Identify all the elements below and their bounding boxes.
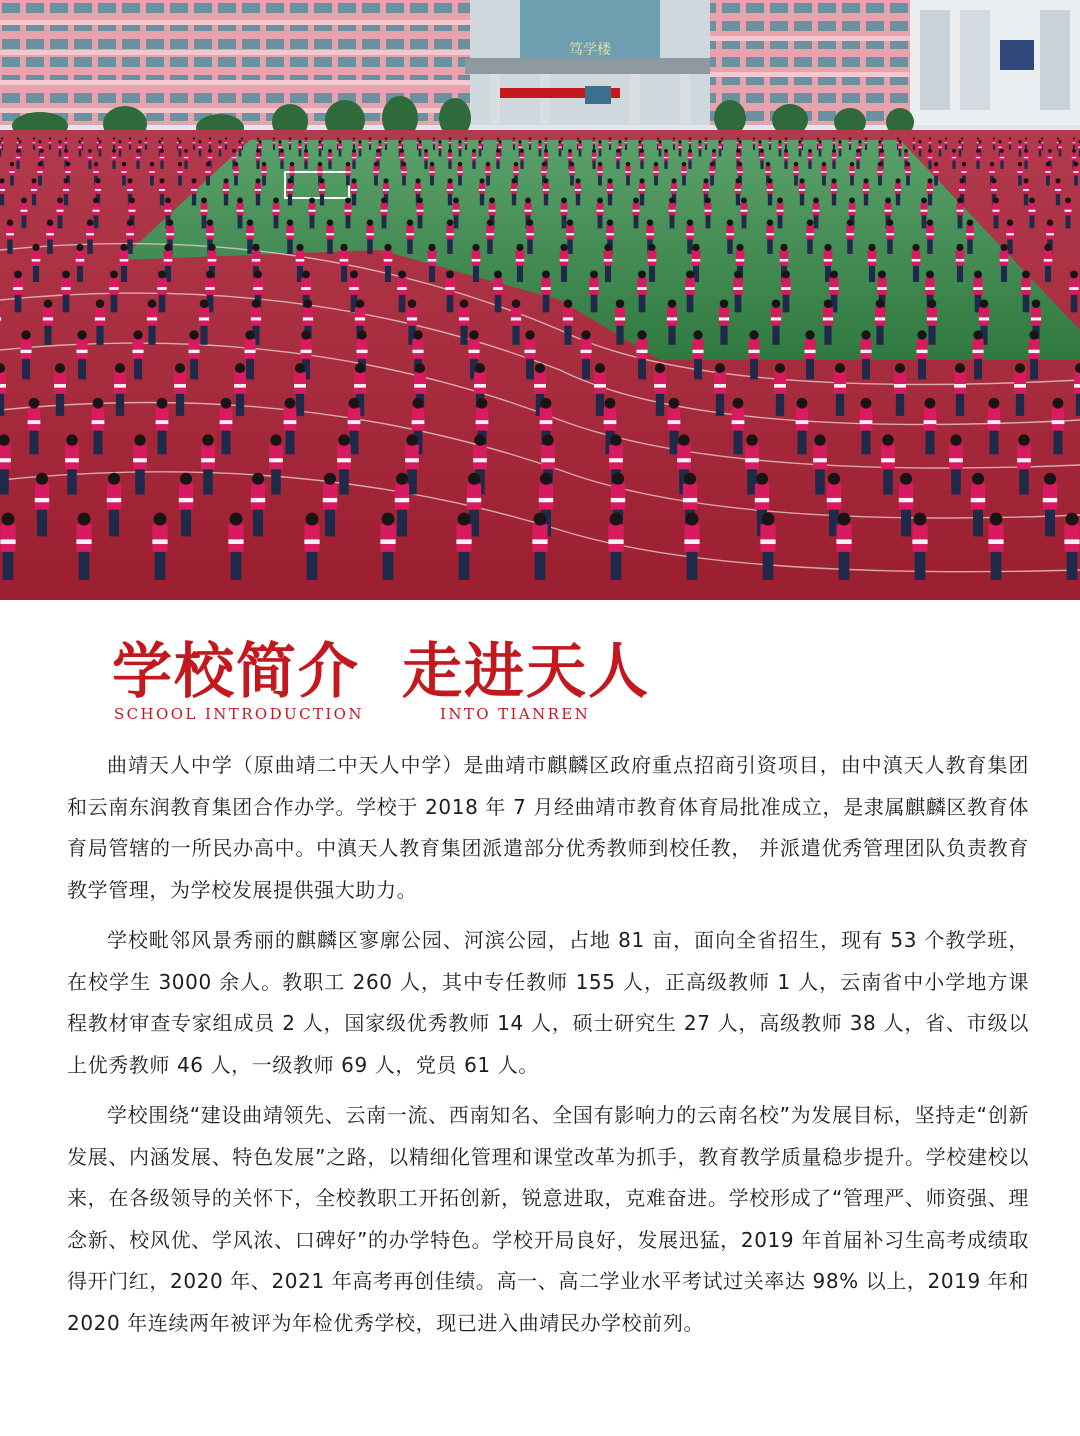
- title-school-introduction: 学校简介: [112, 637, 360, 707]
- paragraph-goals-achievements: 学校围绕“建设曲靖领先、云南一流、西南知名、全国有影响力的云南名校”为发展目标，坚持走“创新发展、内涵发展、特色发展”之路，以精细化管理和课堂改革为抓手，教育教学质量稳步提升。学校建校以来，在各级领导的关怀下，全校教职工开拓创新，锐意进取，克难奋进。学校形成了“管理严、师资强、理念新、校风优、学风浓、口碑好”的办学特色。学校开局良好，发展迅猛，2019 年首届补习生高考成绩取得开门红，2020 年、2021 年高考再创佳绩。高一、高二学业水平考试过关率达 98% 以上，2019 年和 2020 年连续两年被评为年检优秀学校，现已进入曲靖民办学校前列。: [67, 1103, 1029, 1335]
- title-into-tianren: 走进天人: [402, 637, 650, 707]
- introduction-text: [67, 745, 1029, 1353]
- building-sign: 笃学楼: [569, 42, 611, 58]
- section-subtitle: [114, 704, 1014, 726]
- subtitle-into-tianren: INTO TIANREN: [440, 705, 591, 723]
- hero-photo: [0, 0, 1080, 600]
- residential-buildings: [910, 0, 1080, 125]
- central-hall: [465, 0, 715, 125]
- paragraph-campus-staff: 学校毗邻风景秀丽的麒麟区寥廓公园、河滨公园，占地 81 亩，面向全省招生，现有 53 个教学班，在校学生 3000 余人。教职工 260 人，其中专任教师 155 人，正高级教师 1 人，云南省中小学地方课程教材审查专家组成员 2 人，国家级优秀教师 14 人，硕士研究生 27 人，高级教师 38 人，省、市级以上优秀教师 46 人，一级教师 69 人，党员 61 人。: [67, 928, 1029, 1077]
- paragraph-founding: 曲靖天人中学（原曲靖二中天人中学）是曲靖市麒麟区政府重点招商引资项目，由中滇天人教育集团和云南东润教育集团合作办学。学校于 2018 年 7 月经曲靖市教育体育局批准成立，是隶属麒麟区教育体育局管辖的一所民办高中。中滇天人教育集团派遣部分优秀教师到校任教， 并派遣优秀管理团队负责教育教学管理，为学校发展提供强大助力。: [67, 753, 1029, 902]
- subtitle-school-introduction: SCHOOL INTRODUCTION: [114, 705, 364, 723]
- school-assembly-illustration: [0, 0, 1080, 600]
- section-title: [112, 638, 1012, 708]
